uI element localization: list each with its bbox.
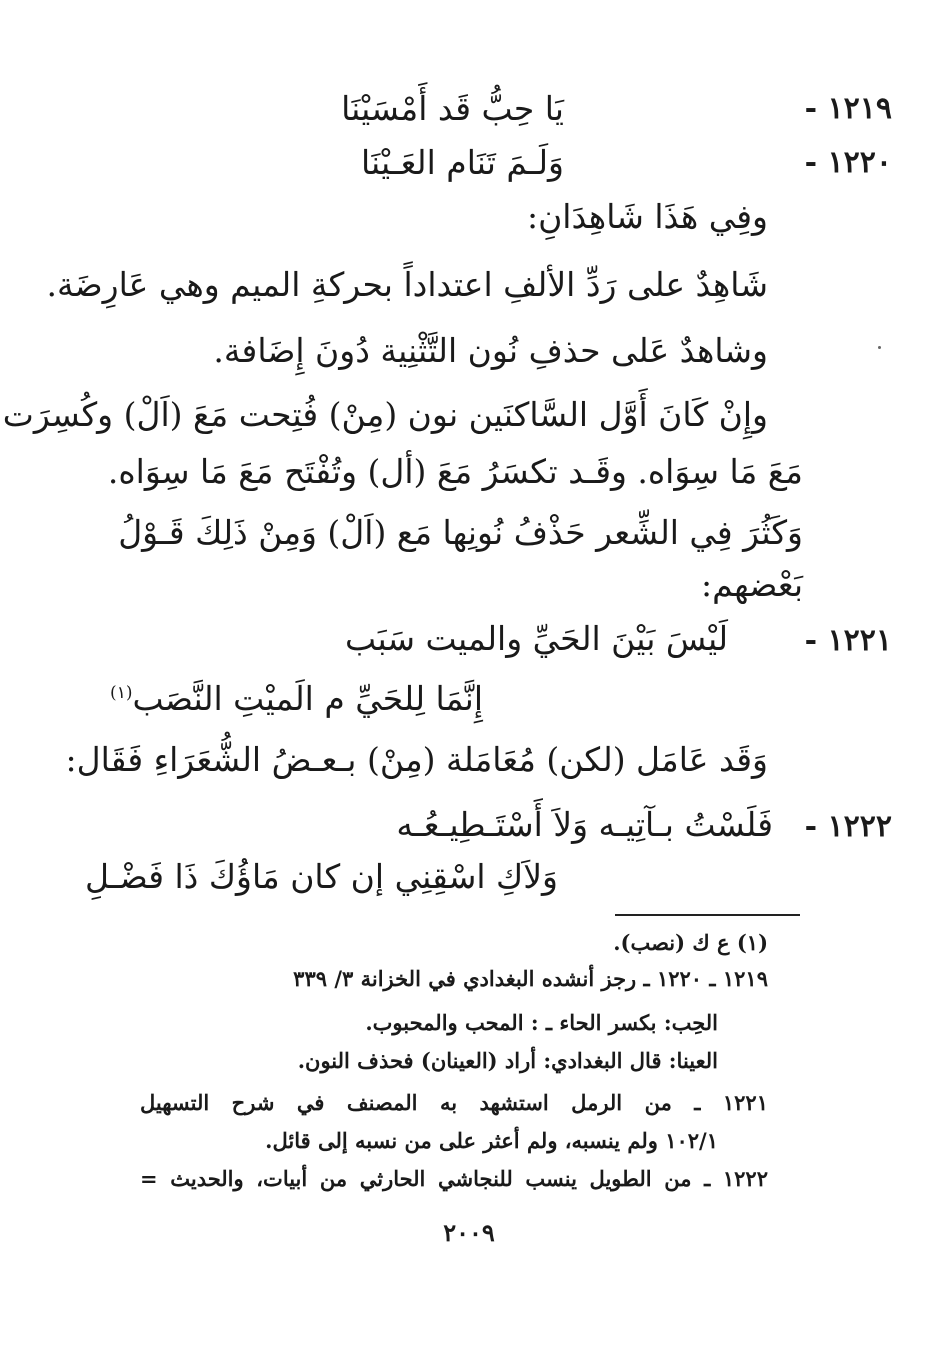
- verse-1220-text: وَلَـمَ تَنَام العَـيْنَا: [360, 143, 564, 182]
- verse-1222-line-1: فَلَسْتُ بـآتِيـه وَلاَ أَسْتَـطِيـعُـه: [396, 805, 773, 844]
- footnote-1221: ١٢٢١ ـ من الرمل استشهد به المصنف في شرح التسهيل: [140, 1090, 768, 1115]
- verse-number-1220: ١٢٢٠ -: [804, 145, 892, 180]
- footnote-1221-continued: ١٠٢/١ ولم ينسبه، ولم أعثر على من نسبه إلى قائل.: [265, 1128, 718, 1153]
- footnote-ayna: العينا: قال البغدادي: أراد (العينان) فحذف النون.: [297, 1048, 718, 1073]
- verse-1221-line-2-text: إِنَّمَا لِلحَيِّ م الَميْتِ النَّصَب: [132, 679, 483, 718]
- paragraph-deletion-line-2: بَعْضهم:: [700, 565, 803, 604]
- footnote-hibb: الحِب: بكسر الحاء ـ : المحب والمحبوب.: [365, 1010, 718, 1035]
- footnote-1219-1220: ١٢١٩ ـ ١٢٢٠ ـ رجز أنشده البغدادي في الخزانة ٣/ ٣٣٩: [293, 966, 768, 991]
- paragraph-second-witness: وشاهدٌ عَلى حذفِ نُون التَّثْنِية دُونَ إِضَافة.: [213, 331, 768, 370]
- paragraph-lakin: وَقَد عَامَل (لكن) مُعَامَلة (مِنْ) بـعـضُ الشُّعَرَاءِ فَقَال:: [65, 740, 768, 779]
- footnote-reference-1: (١): [110, 683, 133, 703]
- verse-1219-text: يَا حِبُّ قَد أَمْسَيْنَا: [341, 89, 564, 128]
- paragraph-first-witness: شَاهِدٌ على رَدِّ الألفِ اعتداداً بحركةِ الميم وهي عَارِضَة.: [46, 265, 768, 304]
- verse-1221-line-1: لَيْسَ بَيْنَ الحَيِّ والميت سَبَب: [345, 619, 728, 658]
- verse-number-1222: ١٢٢٢ -: [804, 809, 892, 844]
- footnote-1: (١) ع ك (نصب).: [613, 930, 768, 955]
- paragraph-min-line-1: وإِنْ كَانَ أَوَّل السَّاكنَين نون (مِنْ) فُتِحت مَعَ (اَلْ) وكُسِرَت: [2, 395, 768, 434]
- footnote-1222: ١٢٢٢ ـ من الطويل ينسب للنجاشي الحارثي من أبيات، والحديث =: [140, 1166, 768, 1191]
- footnote-separator: [615, 914, 800, 916]
- verse-1222-line-2: وَلاَكِ اسْقِنِي إن كان مَاؤُكَ ذَا فَضْـلِ: [84, 857, 558, 896]
- verse-1221-line-2: [110, 668, 483, 724]
- paragraph-min-line-2: مَعَ مَا سِوَاه. وقَـد تكسَرُ مَعَ (أل) وتُفْتَح مَعَ مَا سِوَاه.: [107, 452, 803, 491]
- verse-number-1221: ١٢٢١ -: [804, 623, 892, 658]
- margin-mark: [878, 346, 881, 349]
- paragraph-two-witnesses: وفِي هَذَا شَاهِدَانِ:: [526, 197, 768, 236]
- verse-number-1219: ١٢١٩ -: [804, 91, 892, 126]
- page-number: ٢٠٠٩: [443, 1218, 495, 1247]
- paragraph-deletion-line-1: وَكَثُرَ فِي الشِّعر حَذْفُ نُونِها مَع (اَلْ) وَمِنْ ذَلِكَ قَـوْلُ: [118, 513, 803, 552]
